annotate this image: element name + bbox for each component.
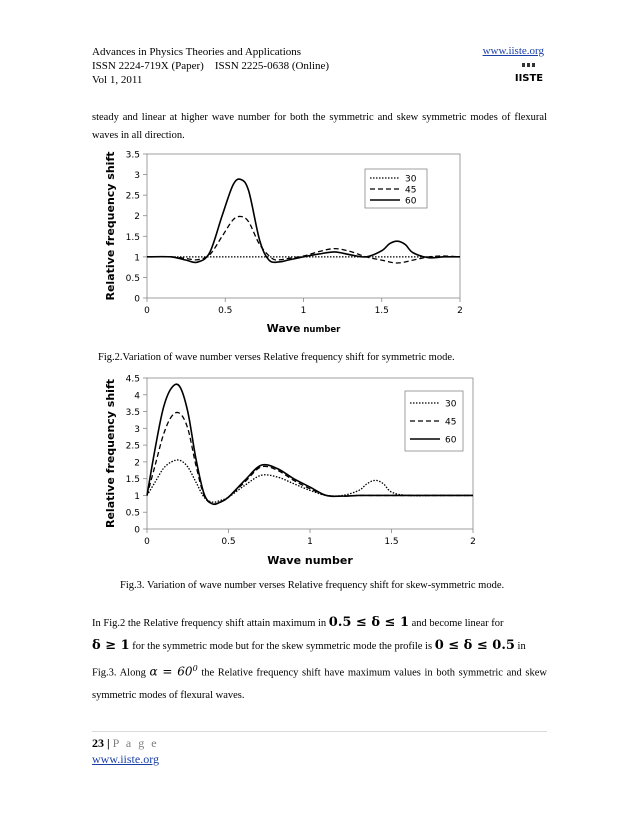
x-axis-label-rest: number (300, 325, 341, 335)
x-tick-label: 0 (144, 537, 150, 547)
x-tick-label: 1 (300, 306, 307, 316)
journal-header (92, 45, 329, 87)
y-tick-label: 3 (134, 424, 140, 435)
skew-symmetric-mode-chart (100, 370, 490, 570)
y-axis-label: Relative frequency shift (104, 151, 117, 301)
journal-volume: Vol 1, 2011 (92, 74, 143, 86)
y-tick-label: 1 (134, 253, 140, 264)
chart-legend (405, 391, 463, 451)
y-tick-label: 2 (134, 212, 140, 223)
y-tick-label: 1.5 (125, 475, 140, 486)
footer-divider (92, 731, 547, 732)
y-tick-label: 2.5 (125, 191, 140, 202)
y-tick-label: 3.5 (125, 150, 140, 161)
series-line-45 (147, 216, 460, 263)
legend-label-60: 60 (445, 435, 457, 446)
footer-url-link[interactable]: www.iiste.org (92, 752, 159, 766)
y-tick-label: 0.5 (125, 508, 140, 519)
logo-text: IISTE (514, 73, 544, 84)
equation-range-1: 0.5 ≤ δ ≤ 1 (328, 615, 410, 630)
equation-range-2: 0 ≤ δ ≤ 0.5 (434, 638, 515, 653)
fig2-caption: Fig.2.Variation of wave number verses Relative frequency shift for symmetric mode. (98, 352, 455, 363)
legend-label-60: 60 (405, 196, 417, 207)
x-tick-label: 1 (307, 537, 313, 547)
discussion-text: In Fig.2 the Relative frequency shift attain maximum in (92, 618, 329, 629)
chart-legend (365, 169, 427, 208)
x-tick-label: 2 (470, 537, 476, 547)
page-label: P a g e (112, 736, 159, 750)
discussion-text: Fig.3. Along (92, 667, 150, 679)
y-tick-label: 3 (134, 171, 140, 182)
page-number: 23 (92, 736, 104, 750)
discussion-text: for the symmetric mode but for the skew symmetric mode the profile is (129, 641, 435, 652)
y-tick-label: 2.5 (125, 441, 140, 452)
legend-label-30: 30 (445, 399, 457, 410)
x-axis-label-bold: Wave (266, 322, 301, 335)
legend-label-45: 45 (445, 417, 457, 428)
y-tick-label: 0 (134, 525, 140, 536)
discussion-text: in (514, 641, 526, 652)
page-number-line (92, 735, 159, 751)
x-tick-label: 1.5 (374, 306, 389, 316)
x-axis-label: Wave number (267, 554, 353, 567)
x-tick-label: 2 (457, 306, 463, 316)
journal-issn: ISSN 2224-719X (Paper) ISSN 2225-0638 (Online) (92, 60, 330, 72)
discussion-text: and become linear for (409, 618, 504, 629)
symmetric-mode-chart (100, 146, 480, 336)
y-axis-label: Relative frequency shift (104, 379, 117, 528)
y-tick-label: 0 (134, 294, 140, 305)
y-tick-label: 4 (134, 391, 140, 402)
y-tick-label: 2 (134, 458, 140, 469)
equation-alpha-sup: 0 (192, 664, 198, 673)
legend-label-30: 30 (405, 174, 417, 185)
discussion-text: the Relative frequency shift have maximum values in both symmetric and skew symmetric modes of flexural waves. (92, 667, 547, 701)
y-tick-label: 4.5 (125, 374, 140, 385)
equation-delta-ge-1: δ ≥ 1 (92, 638, 130, 653)
x-axis-label (267, 322, 342, 335)
equation-alpha: α = 60 (149, 664, 193, 679)
page-separator: | (104, 736, 113, 750)
y-tick-label: 3.5 (125, 408, 140, 419)
x-tick-label: 0.5 (218, 306, 233, 316)
y-tick-label: 0.5 (125, 273, 140, 284)
page-footer (92, 735, 159, 767)
x-tick-label: 1.5 (384, 537, 399, 547)
y-tick-label: 1.5 (125, 232, 140, 243)
journal-title: Advances in Physics Theories and Applications (92, 46, 302, 58)
y-tick-label: 1 (134, 491, 140, 502)
iiste-logo (514, 62, 544, 84)
discussion-paragraph-1 (92, 612, 547, 658)
intro-paragraph: steady and linear at higher wave number for both the symmetric and skew symmetric modes of flexural waves in all direction. (92, 112, 547, 141)
legend-label-45: 45 (405, 185, 417, 196)
discussion-paragraph-2 (92, 658, 547, 707)
x-tick-label: 0.5 (221, 537, 236, 547)
header-url-link[interactable]: www.iiste.org (482, 45, 544, 57)
fig3-caption: Fig.3. Variation of wave number verses Relative frequency shift for skew-symmetric mode. (120, 580, 505, 591)
x-tick-label: 0 (144, 306, 150, 316)
